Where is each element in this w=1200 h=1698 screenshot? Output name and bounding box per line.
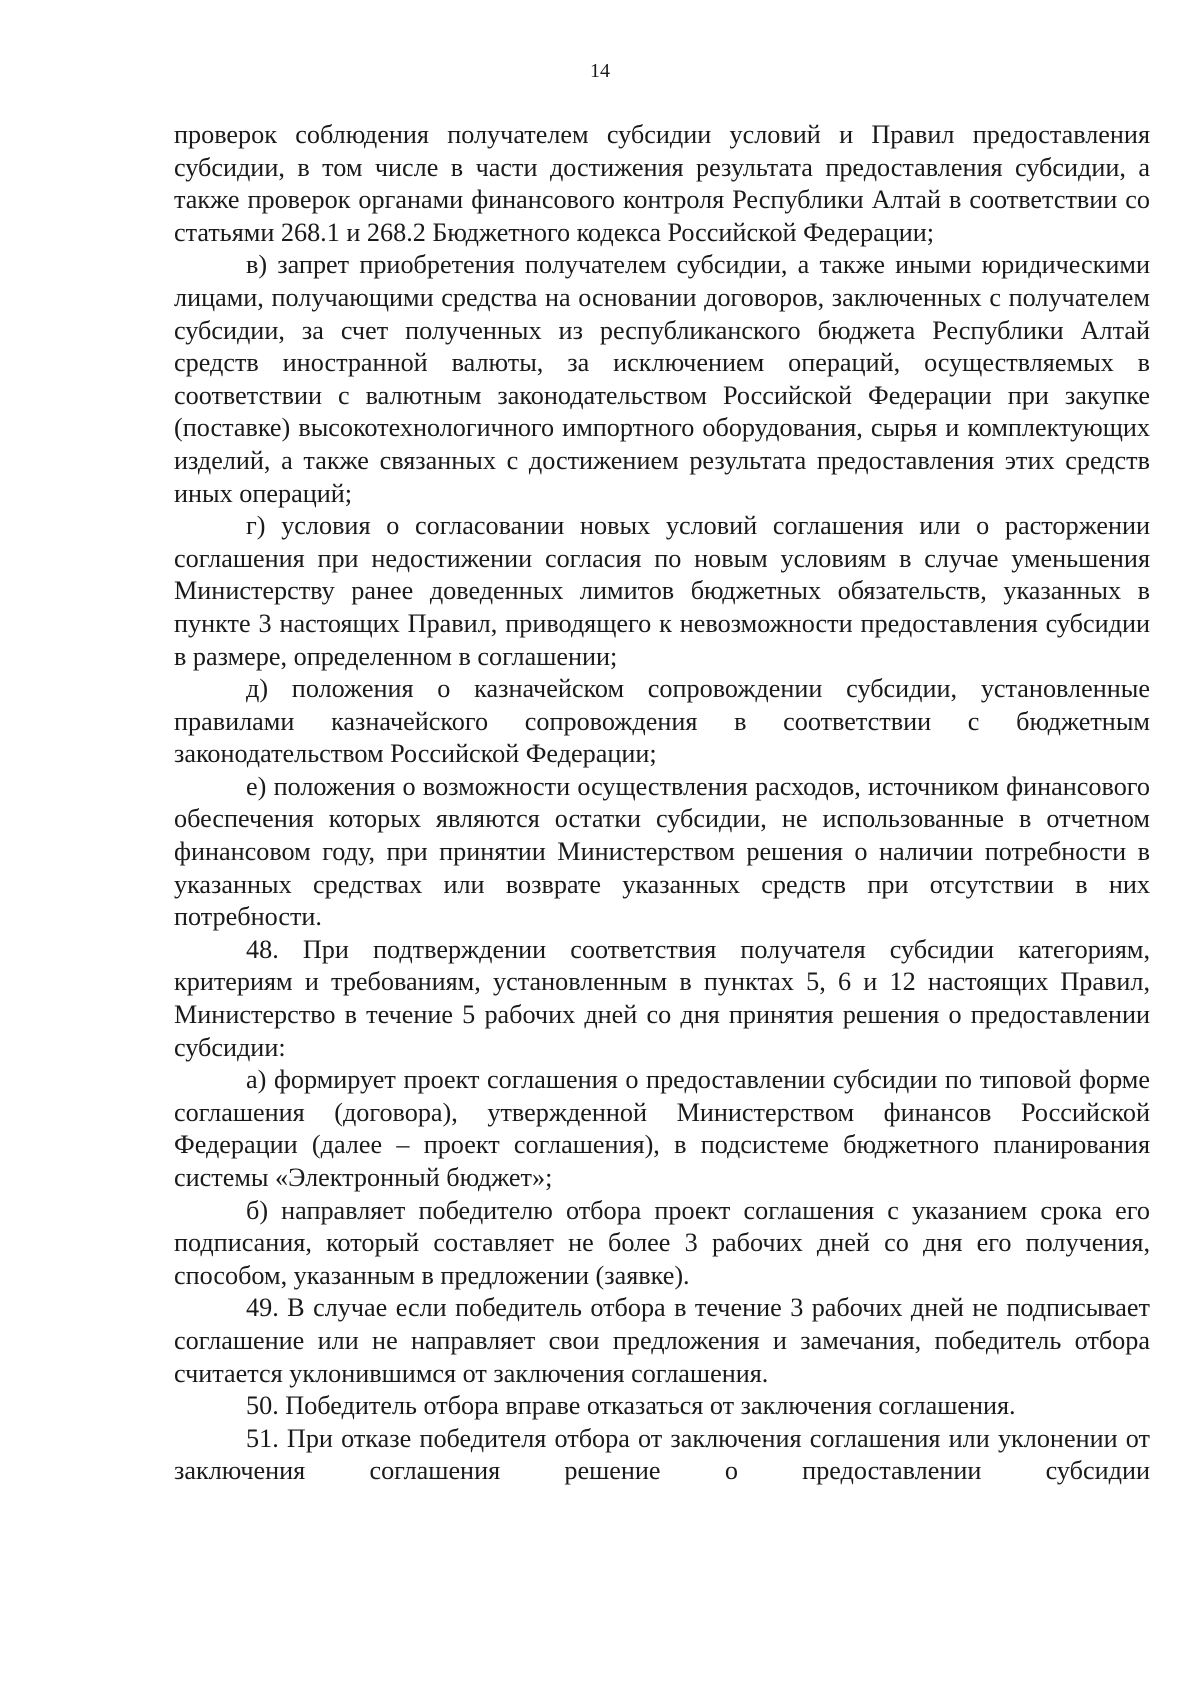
paragraph: г) условия о согласовании новых условий соглашения или о расторжении соглашения при недостижении согласия по новым условиям в случае уменьшения Министерству ранее доведенных лимитов бюджетных обязательств, указанных в пункте 3 настоящих Правил, приводящего к невозможности предоставления субсидии в размере, определенном в соглашении; xyxy=(174,511,1150,671)
paragraph: 50. Победитель отбора вправе отказаться от заключения соглашения. xyxy=(246,1391,1016,1421)
paragraph: 48. При подтверждении соответствия получателя субсидии категориям, критериям и требованиям, установленным в пунктах 5, 6 и 12 настоящих Правил, Министерство в течение 5 рабочих дней со дня принятия решения о предоставлении субсидии: xyxy=(174,934,1150,1062)
paragraph: проверок соблюдения получателем субсидии условий и Правил предоставления субсидии, в том числе в части достижения результата предоставления субсидии, а также проверок органами финансового контроля Республики Алтай в соответствии со статьями 268.1 и 268.2 Бюджетного кодекса Российской Федерации; xyxy=(174,120,1150,247)
paragraph: 51. При отказе победителя отбора от заключения соглашения или уклонении от заключения соглашения решение о предоставлении субсидии xyxy=(174,1423,1150,1486)
page-number: 14 xyxy=(590,60,610,82)
document-body xyxy=(174,119,1150,1488)
paragraph: 49. В случае если победитель отбора в течение 3 рабочих дней не подписывает соглашение или не направляет свои предложения и замечания, победитель отбора считается уклонившимся от заключения соглашения. xyxy=(174,1293,1150,1388)
paragraph: д) положения о казначейском сопровождении субсидии, установленные правилами казначейского сопровождения в соответствии с бюджетным законодательством Российской Федерации; xyxy=(174,674,1150,769)
paragraph: е) положения о возможности осуществления расходов, источником финансового обеспечения которых являются остатки субсидии, не использованные в отчетном финансовом году, при принятии Министерством решения о наличии потребности в указанных средствах или возврате указанных средств при отсутствии в них потребности. xyxy=(174,771,1150,932)
paragraph: б) направляет победителю отбора проект соглашения с указанием срока его подписания, который составляет не более 3 рабочих дней со дня его получения, способом, указанным в предложении (заявке). xyxy=(174,1195,1150,1290)
paragraph: а) формирует проект соглашения о предоставлении субсидии по типовой форме соглашения (договора), утвержденной Министерством финансов Российской Федерации (далее – проект соглашения), в подсистеме бюджетного планирования системы «Электронный бюджет»; xyxy=(174,1065,1150,1192)
paragraph: в) запрет приобретения получателем субсидии, а также иными юридическими лицами, получающими средства на основании договоров, заключенных с получателем субсидии, за счет полученных из республиканского бюджета Республики Алтай средств иностранной валюты, за исключением операций, осуществляемых в соответствии с валютным законодательством Российской Федерации при закупке (поставке) высокотехнологичного импортного оборудования, сырья и комплектующих изделий, а также связанных с достижением результата предоставления этих средств иных операций; xyxy=(174,250,1150,508)
